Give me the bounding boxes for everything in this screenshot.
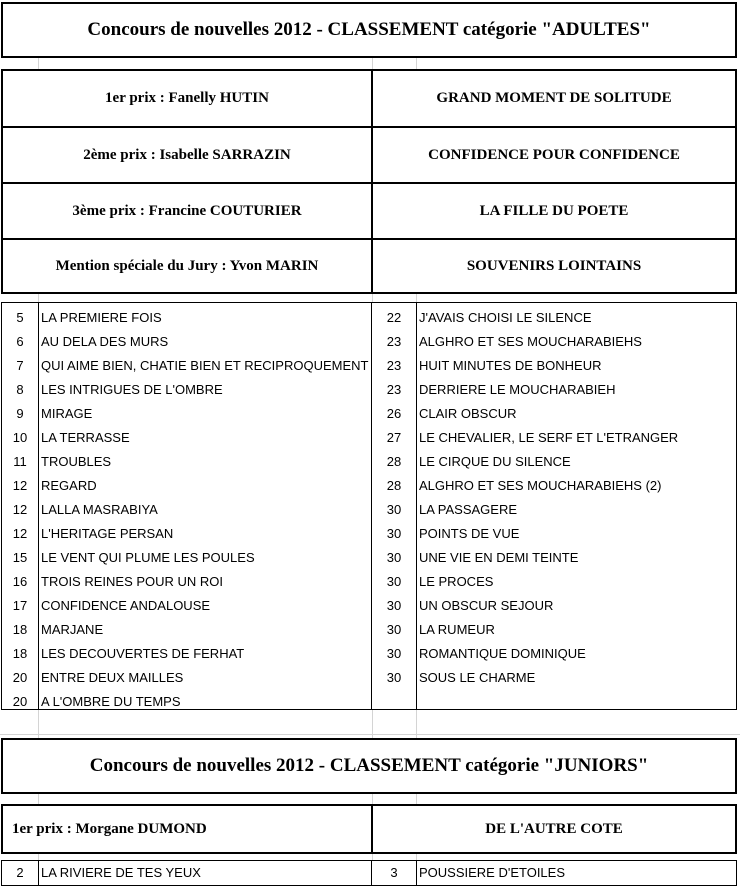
rank-number: 20 (12, 694, 28, 709)
table-row (2, 354, 736, 378)
story-title: TROIS REINES POUR UN ROI (41, 574, 224, 589)
story-title: CONFIDENCE ANDALOUSE (41, 598, 211, 613)
story-title: LE CHEVALIER, LE SERF ET L'ETRANGER (419, 430, 679, 445)
prize-work: LA FILLE DU POETE (479, 202, 629, 219)
prize-row (3, 128, 735, 182)
table-row (2, 474, 736, 498)
prize-row (3, 806, 735, 852)
rank-number: 28 (386, 454, 402, 469)
story-title: LE PROCES (419, 574, 494, 589)
adultes-title-text: Concours de nouvelles 2012 - CLASSEMENT catégorie "ADULTES" (87, 19, 651, 40)
table-row (2, 666, 736, 690)
table-row (2, 570, 736, 594)
rank-number: 30 (386, 526, 402, 541)
prize-label: 1er prix : Morgane DUMOND (3, 806, 373, 852)
table-row (2, 861, 736, 885)
rank-number: 18 (12, 646, 28, 661)
prize-label: 1er prix : Fanelly HUTIN (3, 71, 373, 126)
story-title: MARJANE (41, 622, 104, 637)
rank-number: 20 (12, 670, 28, 685)
story-title: ROMANTIQUE DOMINIQUE (419, 646, 586, 661)
rank-number: 12 (12, 502, 28, 517)
rank-number: 16 (12, 574, 28, 589)
story-title: POINTS DE VUE (419, 526, 520, 541)
story-title: A L'OMBRE DU TEMPS (41, 694, 181, 709)
rank-number: 30 (386, 646, 402, 661)
table-row (2, 330, 736, 354)
rank-number: 9 (16, 406, 24, 421)
story-title: L'HERITAGE PERSAN (41, 526, 174, 541)
story-title: LA PREMIERE FOIS (41, 310, 162, 325)
gridline (0, 734, 740, 735)
gridline (372, 794, 373, 804)
rank-number: 5 (16, 310, 24, 325)
story-title: LES DECOUVERTES DE FERHAT (41, 646, 245, 661)
table-row (2, 426, 736, 450)
story-title: UN OBSCUR SEJOUR (419, 598, 554, 613)
story-title: DERRIERE LE MOUCHARABIEH (419, 382, 616, 397)
rank-number: 30 (386, 598, 402, 613)
story-title: LA RUMEUR (419, 622, 495, 637)
rank-number: 23 (386, 334, 402, 349)
adultes-ranking-table (1, 302, 737, 710)
story-title: SOUS LE CHARME (419, 670, 536, 685)
juniors-title (1, 738, 737, 794)
story-title: LA PASSAGERE (419, 502, 518, 517)
prize-label: 3ème prix : Francine COUTURIER (3, 184, 373, 238)
story-title: MIRAGE (41, 406, 93, 421)
prize-work: SOUVENIRS LOINTAINS (466, 257, 642, 274)
story-title: LA RIVIERE DE TES YEUX (41, 865, 201, 880)
table-row (2, 546, 736, 570)
story-title: AU DELA DES MURS (41, 334, 169, 349)
rank-number (372, 690, 416, 714)
story-title: CLAIR OBSCUR (419, 406, 517, 421)
rank-number: 30 (386, 574, 402, 589)
story-title: UNE VIE EN DEMI TEINTE (419, 550, 579, 565)
rank-number: 26 (386, 406, 402, 421)
rank-number: 7 (16, 358, 24, 373)
rank-number: 30 (386, 502, 402, 517)
story-title: REGARD (41, 478, 97, 493)
prize-label: Mention spéciale du Jury : Yvon MARIN (3, 240, 373, 292)
story-title (418, 690, 736, 714)
adultes-title (1, 2, 737, 58)
table-row (2, 594, 736, 618)
gridline (416, 794, 417, 804)
table-row (2, 306, 736, 330)
rank-number: 12 (12, 478, 28, 493)
story-title: LA TERRASSE (41, 430, 130, 445)
story-title: TROUBLES (41, 454, 112, 469)
gridline (38, 794, 39, 804)
table-row (2, 402, 736, 426)
rank-number: 30 (386, 550, 402, 565)
prize-row (3, 184, 735, 238)
prize-work: DE L'AUTRE COTE (485, 820, 623, 837)
story-title: LALLA MASRABIYA (41, 502, 158, 517)
rank-number: 23 (386, 358, 402, 373)
rank-number: 6 (16, 334, 24, 349)
story-title: ENTRE DEUX MAILLES (41, 670, 184, 685)
story-title: HUIT MINUTES DE BONHEUR (419, 358, 602, 373)
rank-number: 28 (386, 478, 402, 493)
prize-label: 2ème prix : Isabelle SARRAZIN (3, 128, 373, 182)
rank-number: 17 (12, 598, 28, 613)
rank-number: 23 (386, 382, 402, 397)
prize-work: CONFIDENCE POUR CONFIDENCE (428, 146, 680, 163)
rank-number: 3 (390, 865, 398, 880)
table-row (2, 498, 736, 522)
adultes-prizes-table (1, 69, 737, 294)
rank-number: 8 (16, 382, 24, 397)
table-row (2, 522, 736, 546)
rank-number: 2 (16, 865, 24, 880)
table-row (2, 450, 736, 474)
rank-number: 22 (386, 310, 402, 325)
story-title: LE VENT QUI PLUME LES POULES (41, 550, 255, 565)
rank-number: 27 (386, 430, 402, 445)
rank-number: 11 (13, 454, 27, 469)
rank-number: 30 (386, 622, 402, 637)
juniors-title-text: Concours de nouvelles 2012 - CLASSEMENT catégorie "JUNIORS" (89, 755, 649, 776)
story-title: ALGHRO ET SES MOUCHARABIEHS (419, 334, 642, 349)
table-row (2, 378, 736, 402)
rank-number: 30 (386, 670, 402, 685)
prize-row (3, 240, 735, 292)
story-title: ALGHRO ET SES MOUCHARABIEHS (2) (419, 478, 662, 493)
rank-number: 10 (12, 430, 28, 445)
rank-number: 12 (12, 526, 28, 541)
rank-number: 15 (12, 550, 28, 565)
table-row (2, 618, 736, 642)
table-row (2, 642, 736, 666)
juniors-prizes-table (1, 804, 737, 854)
story-title: LES INTRIGUES DE L'OMBRE (41, 382, 223, 397)
juniors-ranking-table (1, 860, 737, 886)
prize-work: GRAND MOMENT DE SOLITUDE (436, 90, 672, 106)
story-title: POUSSIERE D'ETOILES (419, 865, 566, 880)
rank-number: 18 (12, 622, 28, 637)
prize-row (3, 71, 735, 126)
story-title: LE CIRQUE DU SILENCE (419, 454, 571, 469)
table-row (2, 690, 736, 714)
story-title: J'AVAIS CHOISI LE SILENCE (419, 310, 592, 325)
story-title: QUI AIME BIEN, CHATIE BIEN ET RECIPROQUEMENT (41, 358, 369, 373)
